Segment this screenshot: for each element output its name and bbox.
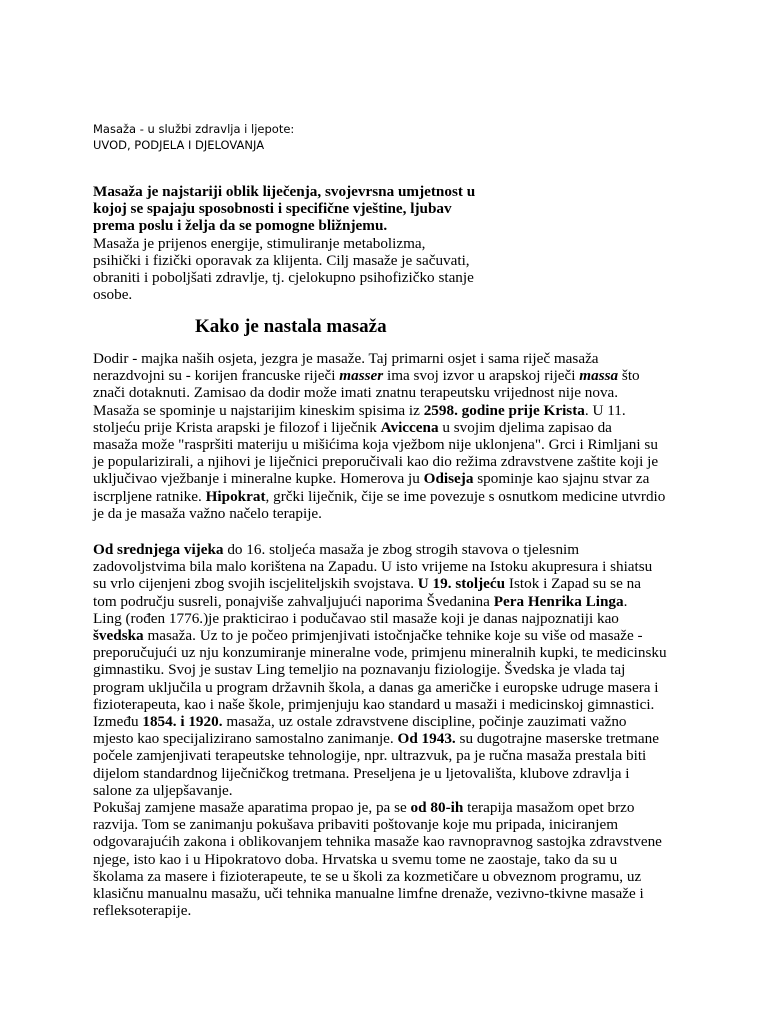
text-run: Dodir - majka naših osjeta, jezgra je masaže. Taj primarni osjet i sama riječ masaža	[93, 350, 599, 367]
text-run: klasičnu manualnu masažu, uči tehnika manualne limfne drenaže, vezivno-tkivne masaže i	[93, 885, 644, 903]
emphasis-text: U 19. stoljeću	[417, 575, 506, 593]
text-run: počele zamjenjivati terapeutske tehnologije, npr. ultrazvuk, pa je ručna masaža prestala biti	[93, 747, 647, 765]
text-run: refleksoterapije.	[93, 902, 192, 920]
text-run: preporučujući uz nju konzumiranje mineralne vode, primjenu mineralnih kupki, te medicinsku	[93, 644, 667, 662]
text-line	[93, 902, 693, 919]
text-run: razvija. Tom se zanimanju pokušava pribaviti poštovanje koje mu pripada, iniciranjem	[93, 816, 619, 834]
text-run: Ling (rođen 1776.)je prakticirao i podučavao stil masaže koji je danas najpoznatiji kao	[93, 609, 619, 627]
emphasis-text: Pera Henrika Linga	[493, 592, 624, 610]
text-line	[93, 470, 693, 487]
section-heading: Kako je nastala masaža	[195, 316, 387, 337]
intro-line: psihički i fizički oporavak za klijenta. Cilj masaže je sačuvati,	[93, 251, 470, 269]
text-line	[93, 868, 693, 885]
text-run: zadovoljstvima bila malo korištena na Zapadu. U isto vrijeme na Istoku akupresura i shiatsu	[93, 558, 653, 576]
document-header	[93, 121, 294, 153]
emphasis-text: masser	[339, 367, 384, 385]
text-run: odgovarajućih zakona i oblikovanjem tehnika masaže kao ravnopravnog sastojka zdravstvene	[93, 833, 662, 851]
document-title: Masaža - u službi zdravlja i ljepote:	[93, 122, 295, 136]
text-line	[93, 730, 693, 747]
text-line	[93, 402, 693, 419]
text-run: stoljeću prije Krista arapski je filozof i liječnik	[93, 418, 381, 436]
history-paragraph-1	[93, 350, 693, 522]
document-subtitle: UVOD, PODJELA I DJELOVANJA	[93, 138, 265, 152]
text-line	[93, 782, 693, 799]
text-run: do 16. stoljeća masaža je zbog strogih stavova o tjelesnim	[223, 541, 580, 558]
emphasis-text: Aviccena	[380, 418, 439, 436]
text-run: je da je masaža važno načelo terapije.	[93, 504, 322, 522]
text-line	[93, 627, 693, 644]
text-line	[93, 661, 693, 678]
text-line	[93, 885, 693, 902]
emphasis-text: 2598. godine prije Krista	[423, 401, 585, 419]
emphasis-text: Hipokrat	[205, 487, 266, 505]
text-run: znači dotaknuti. Zamisao da dodir može imati znatnu terapeutsku vrijednost nije nova.	[93, 384, 619, 402]
text-run: , grčki liječnik, čije se ime povezuje s osnutkom medicine utvrdio	[265, 487, 666, 505]
text-line	[93, 679, 693, 696]
text-run: terapija masažom opet brzo	[463, 799, 635, 817]
text-line	[93, 558, 693, 575]
text-line	[93, 713, 693, 730]
text-run: salone za uljepšavanje.	[93, 781, 233, 799]
text-run: .	[623, 592, 628, 610]
text-line	[93, 765, 693, 782]
emphasis-text: Od srednjega vijeka	[93, 541, 224, 558]
text-run: fizioterapeuta, kao i naše škole, primjenjuju kao standard u masaži i medicinskoj gimnastici.	[93, 695, 655, 713]
text-line	[93, 367, 693, 384]
text-line	[93, 541, 693, 558]
text-line	[93, 419, 693, 436]
text-run: masaža može "raspršiti materiju u mišićima koja vježbom nije uklonjena". Grci i Rimljani su	[93, 436, 658, 454]
text-run: su vrlo cijenjeni zbog svojih iscjeliteljskih svojstava.	[93, 575, 418, 593]
text-line	[93, 505, 693, 522]
intro-bold-line: Masaža je najstariji oblik liječenja, svojevrsna umjetnost u	[93, 183, 476, 200]
text-line	[93, 453, 693, 470]
emphasis-text: Odiseja	[423, 470, 474, 488]
text-run: uključivao vježbanje i mineralne kupke. Homerova ju	[93, 470, 424, 488]
text-run: masaža. Uz to je počeo primjenjivati istočnjačke tehnike koje su više od masaže -	[143, 627, 643, 645]
text-run: tom području susreli, ponajviše zahvaljujući naporima Švedanina	[93, 592, 494, 610]
text-run: Masaža se spominje u najstarijim kineskim spisima iz	[93, 401, 424, 419]
text-run: Istok i Zapad su se na	[505, 575, 641, 593]
intro-bold-line: prema poslu i želja da se pomogne bližnjemu.	[93, 217, 388, 235]
intro-line: Masaža je prijenos energije, stimuliranje metabolizma,	[93, 234, 426, 252]
emphasis-text: 1854. i 1920.	[142, 713, 223, 731]
text-run: masaža, uz ostale zdravstvene discipline, počinje zauzimati važno	[222, 713, 627, 731]
text-run: je popularizirali, a njihovi je liječnici preporučivali kao dio režima zdravstvene zaštite koji je	[93, 453, 659, 471]
text-line	[93, 851, 693, 868]
text-line	[93, 696, 693, 713]
text-run: mjesto kao specijalizirano samostalno zanimanje.	[93, 730, 398, 748]
text-run: spominje kao sjajnu stvar za	[473, 470, 650, 488]
intro-line: obraniti i poboljšati zdravlje, tj. cjelokupno psihofizičko stanje	[93, 269, 474, 287]
text-line	[93, 747, 693, 764]
text-run: program uključila u program državnih škola, a danas ga američke i europske udruge masera i	[93, 678, 659, 696]
text-line	[93, 644, 693, 661]
text-line	[93, 593, 693, 610]
text-line	[93, 488, 693, 505]
intro-bold-line: kojoj se spajaju sposobnosti i specifične vještine, ljubav	[93, 200, 452, 218]
intro-paragraph	[93, 183, 493, 303]
text-line	[93, 384, 693, 401]
emphasis-text: Od 1943.	[397, 730, 456, 748]
text-run: . U 11.	[584, 401, 626, 419]
text-run: iscrpljene ratnike.	[93, 487, 206, 505]
emphasis-text: švedska	[93, 627, 144, 645]
text-run: njege, isto kao i u Hipokratovo doba. Hrvatska u svemu tome ne zaostaje, tako da su u	[93, 850, 618, 868]
emphasis-text: massa	[579, 367, 619, 385]
text-line	[93, 436, 693, 453]
history-paragraph-2	[93, 541, 693, 919]
text-line	[93, 833, 693, 850]
emphasis-text: od 80-ih	[410, 799, 464, 817]
text-line	[93, 816, 693, 833]
intro-line: osobe.	[93, 286, 133, 304]
text-line	[93, 575, 693, 592]
text-run: u svojim djelima zapisao da	[438, 418, 612, 436]
text-run: Između	[93, 713, 143, 731]
text-run: gimnastiku. Svoj je sustav Ling temeljio na poznavanju fiziologije. Švedska je vlada taj	[93, 661, 626, 679]
text-line	[93, 799, 693, 816]
text-run: su dugotrajne maserske tretmane	[455, 730, 660, 748]
text-run: Pokušaj zamjene masaže aparatima propao je, pa se	[93, 799, 411, 817]
text-line	[93, 610, 693, 627]
text-run: nerazdvojni su - korijen francuske riječi	[93, 367, 340, 385]
text-line	[93, 350, 693, 367]
text-run: dijelom standardnog liječničkog tretmana. Preseljena je u ljetovališta, klubove zdravlja i	[93, 764, 630, 782]
text-run: ima svoj izvor u arapskoj riječi	[383, 367, 580, 385]
text-run: što	[618, 367, 640, 385]
text-run: školama za masere i fizioterapeute, te se u školi za kozmetičare u obveznom programu, uz	[93, 867, 642, 885]
